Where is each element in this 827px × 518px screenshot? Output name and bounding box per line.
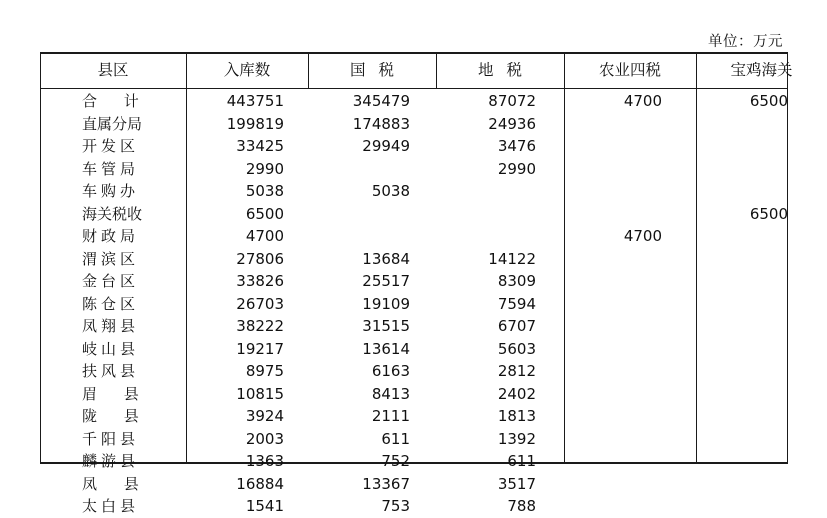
cell-local-tax: 2812 — [497, 362, 536, 380]
cell-baoji-customs — [696, 383, 816, 406]
table-row — [40, 158, 788, 181]
cell-local-tax: 611 — [507, 452, 536, 470]
cell-local-tax: 24936 — [488, 114, 536, 133]
table-row — [40, 90, 788, 113]
cell-agri-four-tax — [564, 428, 692, 451]
cell-national-tax: 13614 — [362, 339, 410, 358]
cell-agri-four-tax — [564, 473, 692, 496]
cell-region: 陈仓区 — [82, 294, 140, 313]
cell-warehoused: 33826 — [236, 272, 284, 290]
cell-warehoused: 38222 — [236, 317, 284, 335]
cell-baoji-customs — [696, 450, 816, 473]
cell-baoji-customs — [696, 473, 816, 496]
cell-baoji-customs — [696, 315, 816, 338]
cell-agri-four-tax — [564, 158, 692, 181]
cell-baoji-customs — [696, 428, 816, 451]
cell-local-tax — [436, 180, 560, 203]
cell-agri-four-tax — [564, 495, 692, 518]
cell-baoji-customs — [696, 270, 816, 293]
cell-warehoused: 2003 — [245, 429, 284, 448]
cell-warehoused: 8975 — [245, 362, 284, 380]
cell-national-tax: 752 — [381, 452, 410, 470]
table-row — [40, 428, 788, 451]
cell-agri-four-tax — [564, 113, 692, 136]
cell-warehoused: 5038 — [245, 182, 284, 200]
table-row — [40, 383, 788, 406]
cell-region: 车管局 — [82, 159, 140, 178]
table-row — [40, 248, 788, 271]
cell-national-tax — [308, 225, 430, 248]
header-baoji-customs: 宝鸡海关 — [730, 61, 793, 79]
table-row — [40, 293, 788, 316]
unit-note: 单位：万元 — [708, 34, 783, 50]
cell-agri-four-tax — [564, 203, 692, 226]
cell-region: 扶风县 — [82, 362, 140, 380]
cell-national-tax: 29949 — [362, 137, 410, 155]
cell-warehoused: 1363 — [245, 452, 284, 470]
cell-agri-four-tax — [564, 338, 692, 361]
table-row — [40, 473, 788, 496]
cell-warehoused: 26703 — [236, 294, 284, 313]
cell-baoji-customs — [696, 495, 816, 518]
cell-region: 车购办 — [82, 182, 140, 200]
cell-baoji-customs — [696, 338, 816, 361]
cell-local-tax: 2402 — [497, 384, 536, 403]
cell-national-tax: 6163 — [371, 362, 410, 380]
cell-local-tax: 5603 — [497, 339, 536, 358]
cell-baoji-customs — [696, 135, 816, 158]
cell-local-tax — [436, 203, 560, 226]
cell-warehoused: 199819 — [226, 114, 284, 133]
cell-baoji-customs: 6500 — [749, 204, 788, 223]
cell-national-tax: 19109 — [362, 294, 410, 313]
cell-region: 金台区 — [82, 272, 140, 290]
cell-warehoused: 4700 — [245, 227, 284, 245]
cell-agri-four-tax — [564, 450, 692, 473]
table-row — [40, 203, 788, 226]
cell-baoji-customs — [696, 158, 816, 181]
cell-warehoused: 2990 — [245, 159, 284, 178]
cell-local-tax: 7594 — [497, 294, 536, 313]
cell-region: 陇 县 — [82, 407, 150, 425]
table-row — [40, 338, 788, 361]
cell-agri-four-tax — [564, 315, 692, 338]
cell-warehoused: 33425 — [236, 137, 284, 155]
cell-local-tax: 2990 — [497, 159, 536, 178]
cell-baoji-customs: 6500 — [749, 92, 788, 110]
cell-region: 凤翔县 — [82, 317, 140, 335]
table-row — [40, 315, 788, 338]
cell-local-tax: 3476 — [497, 137, 536, 155]
cell-national-tax: 13367 — [362, 474, 410, 493]
cell-baoji-customs — [696, 293, 816, 316]
cell-warehoused: 443751 — [226, 92, 284, 110]
cell-warehoused: 16884 — [236, 474, 284, 493]
cell-region: 开发区 — [82, 137, 140, 155]
cell-region: 合 计 — [82, 92, 150, 110]
cell-warehoused: 6500 — [245, 204, 284, 223]
cell-agri-four-tax — [564, 383, 692, 406]
cell-national-tax: 8413 — [371, 384, 410, 403]
cell-region: 凤 县 — [82, 474, 150, 493]
cell-local-tax: 6707 — [497, 317, 536, 335]
cell-baoji-customs — [696, 225, 816, 248]
cell-baoji-customs — [696, 360, 816, 383]
cell-region: 直属分局 — [82, 114, 143, 133]
cell-local-tax: 87072 — [488, 92, 536, 110]
cell-agri-four-tax — [564, 180, 692, 203]
cell-region: 财政局 — [82, 227, 140, 245]
cell-warehoused: 19217 — [236, 339, 284, 358]
cell-national-tax: 2111 — [371, 407, 410, 425]
cell-agri-four-tax — [564, 360, 692, 383]
cell-region: 岐山县 — [82, 339, 140, 358]
cell-agri-four-tax: 4700 — [623, 92, 662, 110]
cell-local-tax: 8309 — [497, 272, 536, 290]
header-agri-four-tax: 农业四税 — [598, 61, 661, 79]
cell-warehoused: 27806 — [236, 249, 284, 268]
cell-national-tax: 174883 — [352, 114, 410, 133]
cell-local-tax: 1392 — [497, 429, 536, 448]
table-header-row — [40, 53, 793, 88]
cell-agri-four-tax — [564, 135, 692, 158]
header-warehoused: 入库数 — [223, 61, 271, 79]
cell-region: 眉 县 — [82, 384, 150, 403]
table-row — [40, 450, 788, 473]
cell-agri-four-tax — [564, 293, 692, 316]
cell-national-tax — [308, 158, 430, 181]
cell-region: 渭滨区 — [82, 249, 140, 268]
table-body — [40, 90, 788, 518]
table-row — [40, 225, 788, 248]
cell-baoji-customs — [696, 113, 816, 136]
header-national-tax: 国 税 — [350, 61, 398, 79]
table-row — [40, 405, 788, 428]
cell-local-tax: 14122 — [488, 249, 536, 268]
cell-local-tax: 788 — [507, 497, 536, 515]
cell-warehoused: 1541 — [245, 497, 284, 515]
header-region: 县区 — [97, 61, 129, 79]
cell-warehoused: 10815 — [236, 384, 284, 403]
cell-national-tax: 5038 — [371, 182, 410, 200]
cell-national-tax: 611 — [381, 429, 410, 448]
cell-national-tax — [308, 203, 430, 226]
header-local-tax: 地 税 — [478, 61, 526, 79]
cell-local-tax: 1813 — [497, 407, 536, 425]
table-row — [40, 270, 788, 293]
table-row — [40, 360, 788, 383]
cell-national-tax: 753 — [381, 497, 410, 515]
table-row — [40, 135, 788, 158]
cell-national-tax: 345479 — [352, 92, 410, 110]
cell-national-tax: 13684 — [362, 249, 410, 268]
cell-agri-four-tax — [564, 405, 692, 428]
cell-national-tax: 25517 — [362, 272, 410, 290]
cell-region: 太白县 — [82, 497, 140, 515]
cell-region: 麟游县 — [82, 452, 140, 470]
table-header-rule — [40, 88, 788, 89]
cell-region: 千阳县 — [82, 429, 140, 448]
cell-warehoused: 3924 — [245, 407, 284, 425]
cell-agri-four-tax: 4700 — [623, 227, 662, 245]
table-row — [40, 180, 788, 203]
cell-baoji-customs — [696, 180, 816, 203]
cell-agri-four-tax — [564, 248, 692, 271]
cell-local-tax: 3517 — [497, 474, 536, 493]
table-row — [40, 113, 788, 136]
cell-national-tax: 31515 — [362, 317, 410, 335]
cell-local-tax — [436, 225, 560, 248]
cell-agri-four-tax — [564, 270, 692, 293]
table-row — [40, 495, 788, 518]
cell-baoji-customs — [696, 405, 816, 428]
cell-baoji-customs — [696, 248, 816, 271]
cell-region: 海关税收 — [82, 204, 143, 223]
